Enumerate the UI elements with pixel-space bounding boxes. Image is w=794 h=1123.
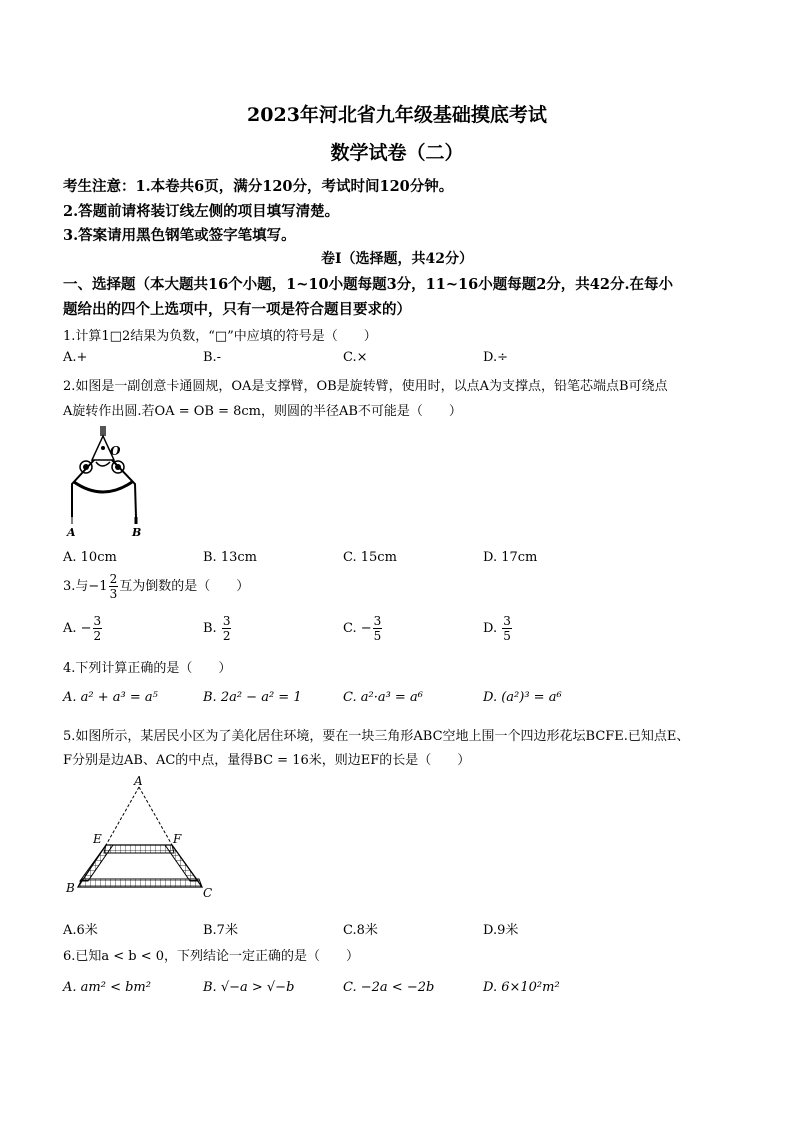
q4-stem: 4.下列计算正确的是（ ） — [63, 661, 232, 676]
q5-option-c: C.8米 — [343, 923, 378, 938]
q3-option-c: C. − $\frac{3}{5}$ — [343, 614, 382, 643]
q3-stem — [63, 573, 249, 600]
q1-option-d: D.÷ — [483, 350, 508, 365]
q5-option-d: D.9米 — [483, 923, 519, 938]
segment-af — [139, 787, 172, 845]
label-o: O — [110, 444, 121, 458]
q3-stem-suffix: 互为倒数的是（ ） — [119, 579, 250, 594]
label-f: F — [173, 832, 182, 846]
section-heading-line1: 一、选择题（本大题共16个小题，1~10小题每题3分，11~16小题每题2分，共42分.在每小 — [63, 276, 674, 293]
q4-option-b: B. 2a² − a² = 1 — [203, 690, 302, 705]
q2-option-b: B. 13cm — [203, 550, 257, 565]
label-e: E — [93, 832, 102, 846]
q6-option-d: D. 6×10²m² — [483, 980, 560, 995]
q2-option-a: A. 10cm — [63, 550, 117, 565]
flowerbed-figure — [60, 775, 230, 903]
q2-option-d: D. 17cm — [483, 550, 538, 565]
note-2: 2.答题前请将装订线左侧的项目填写清楚。 — [63, 203, 340, 220]
page-title: 2023年河北省九年级基础摸底考试 — [247, 104, 547, 126]
q1-option-a: A.+ — [63, 350, 88, 365]
q5-stem-line2: F分别是边AB、AC的中点，量得BC = 16米，则边EF的长是（ ） — [63, 753, 471, 768]
q2-stem-line2: A旋转作出圆.若OA = OB = 8cm，则圆的半径AB不可能是（ ） — [63, 404, 462, 419]
compass-arc — [74, 482, 132, 492]
page-subtitle: 数学试卷（二） — [330, 142, 464, 164]
q1-option-b: B.- — [203, 350, 222, 365]
label-b: B — [66, 881, 75, 895]
compass-figure — [60, 422, 160, 540]
q6-stem: 6.已知a < b < 0，下列结论一定正确的是（ ） — [63, 949, 360, 964]
q4-option-d: D. (a²)³ = a⁶ — [483, 690, 562, 705]
segment-ae — [106, 787, 139, 845]
q6-option-c: C. −2a < −2b — [343, 980, 435, 995]
q4-option-c: C. a²·a³ = a⁶ — [343, 690, 423, 705]
q5-option-a: A.6米 — [63, 923, 98, 938]
q5-option-b: B.7米 — [203, 923, 238, 938]
q1-option-c: C.× — [343, 350, 368, 365]
label-c: C — [203, 886, 213, 900]
q6-option-b: B. √−a > √−b — [203, 980, 295, 995]
note-3: 3.答案请用黑色钢笔或签字笔填写。 — [63, 227, 296, 244]
label-a: A — [134, 775, 143, 788]
q3-option-b: B. $\frac{3}{2}$ — [203, 614, 231, 643]
q5-stem-line1: 5.如图所示，某居民小区为了美化居住环境，要在一块三角形ABC空地上围一个四边形花坛BCFE.已知点E、 — [63, 729, 690, 744]
q2-option-c: C. 15cm — [343, 550, 397, 565]
q4-option-a: A. a² + a³ = a⁵ — [63, 690, 158, 705]
q3-stem-prefix: 3.与−1 — [63, 579, 108, 594]
q3-option-a: A. − $\frac{3}{2}$ — [63, 614, 102, 643]
part-title: 卷Ⅰ（选择题，共42分） — [320, 251, 474, 267]
q2-stem-line1: 2.如图是一副创意卡通圆规，OA是支撑臂，OB是旋转臂，使用时，以点A为支撑点，铅笔芯端点B可绕点 — [63, 379, 668, 394]
label-b: B — [132, 526, 142, 539]
note-1: 考生注意：1.本卷共6页，满分120分，考试时间120分钟。 — [63, 178, 454, 195]
q3-stem-fraction: $\frac{2}{3}$ — [109, 572, 118, 601]
q6-option-a: A. am² < bm² — [63, 980, 151, 995]
q3-option-d: D. $\frac{3}{5}$ — [483, 614, 511, 643]
label-a: A — [67, 526, 76, 539]
q1-stem: 1.计算1□2结果为负数，“□”中应填的符号是（ ） — [63, 329, 377, 344]
section-heading-line2: 题给出的四个上选项中，只有一项是符合题目要求的） — [63, 301, 411, 318]
